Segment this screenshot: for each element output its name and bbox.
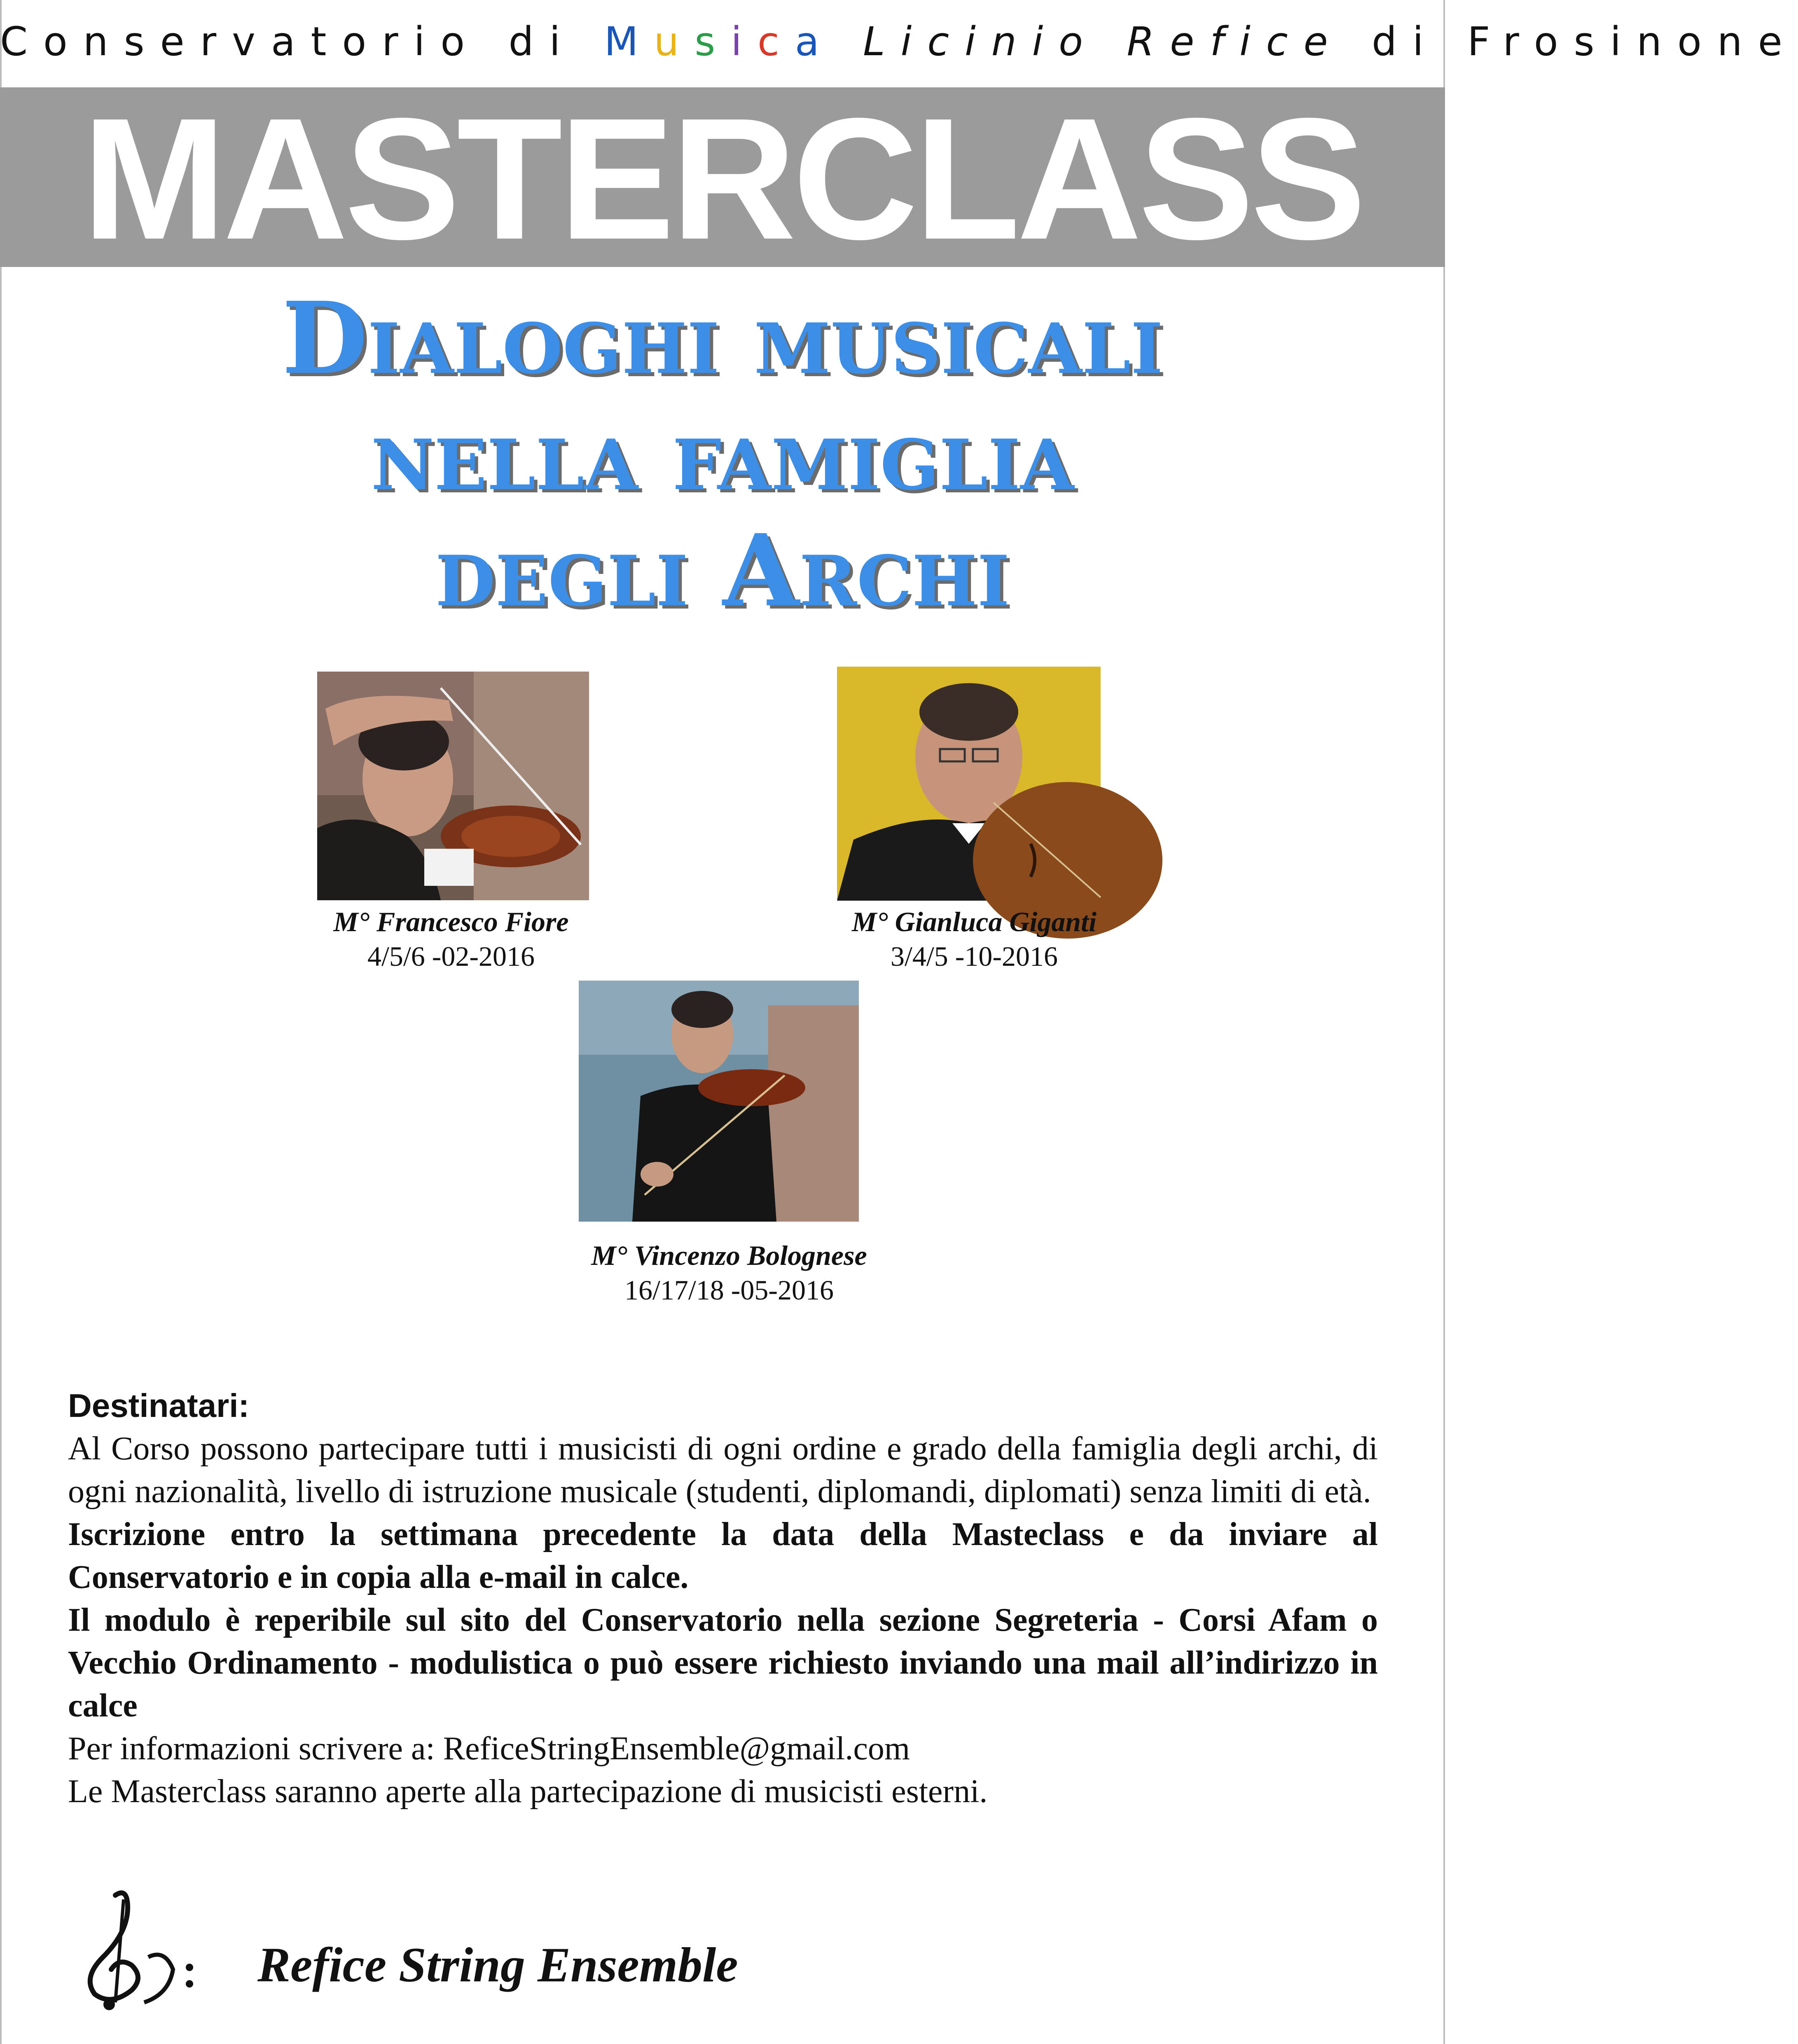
- teacher-3-dates: 16/17/18 -05-2016: [624, 1274, 834, 1306]
- teacher-2-name: M° Gianluca Giganti: [852, 906, 1097, 937]
- header-musica-letter-4: i: [731, 19, 758, 65]
- photo-gianluca-giganti: [837, 667, 1101, 901]
- header-part3: di Frosinone: [1343, 19, 1798, 65]
- teacher-1-caption: [260, 904, 643, 974]
- subtitle-line-2: nella famiglia: [371, 396, 1074, 513]
- info-paragraph-5: Le Masterclass saranno aperte alla partecipazione di musicisti esterni.: [68, 1773, 988, 1810]
- cellist-photo-icon: [837, 667, 1101, 901]
- teacher-3-name: M° Vincenzo Bolognese: [591, 1240, 867, 1271]
- header-musica-letter-6: a: [795, 19, 835, 65]
- info-paragraph-1: Al Corso possono partecipare tutti i musicisti di ogni ordine e grado della famiglia degli archi, di ogni nazionalità, livello di istruzione musicale (studenti, diplomandi, diplomati) senza limiti di età.: [68, 1431, 1378, 1510]
- teacher-1-dates: 4/5/6 -02-2016: [367, 941, 535, 972]
- header-musica-letter-1: M: [604, 19, 654, 65]
- header-part1: Conservatorio di: [0, 19, 604, 65]
- subtitle-line-1: Dialoghi musicali: [282, 280, 1163, 396]
- photo-francesco-fiore: [317, 672, 589, 900]
- teacher-2-caption: [783, 904, 1166, 974]
- subtitle: [0, 280, 1445, 629]
- teacher-2-dates: 3/4/5 -10-2016: [890, 941, 1058, 972]
- info-label: Destinatari:: [68, 1387, 250, 1424]
- header-musica-letter-3: s: [694, 19, 731, 65]
- violinist-photo-icon: [317, 672, 589, 900]
- page-title: MASTERCLASS: [82, 82, 1363, 276]
- photo-vincenzo-bolognese: [579, 981, 859, 1222]
- header-musica-letter-2: u: [654, 19, 695, 65]
- clef-logo-icon: [66, 1887, 206, 2011]
- info-paragraph-2: Iscrizione entro la settimana precedente la data della Masteclass e da inviare al Conservatorio e in copia alla e-mail in calce.: [68, 1516, 1378, 1595]
- info-section: [68, 1384, 1378, 1813]
- violinist-standing-photo-icon: [579, 981, 859, 1222]
- teacher-3-caption: [535, 1238, 923, 1307]
- subtitle-line-3: degli Archi: [435, 513, 1010, 629]
- info-paragraph-4: Per informazioni scrivere a: ReficeStringEnsemble@gmail.com: [68, 1730, 910, 1767]
- ensemble-name: Refice String Ensemble: [257, 1937, 738, 1992]
- info-paragraph-3: Il modulo è reperibile sul sito del Conservatorio nella sezione Segreteria - Corsi Afam o Vecchio Ordinamento - modulistica o può essere richiesto inviando una mail all’indirizzo in calce: [68, 1602, 1378, 1724]
- header-musica-letter-5: c: [758, 19, 795, 65]
- teacher-1-name: M° Francesco Fiore: [333, 906, 569, 937]
- header-part2: Licinio Refice: [835, 19, 1344, 65]
- header-institution: [0, 19, 1798, 80]
